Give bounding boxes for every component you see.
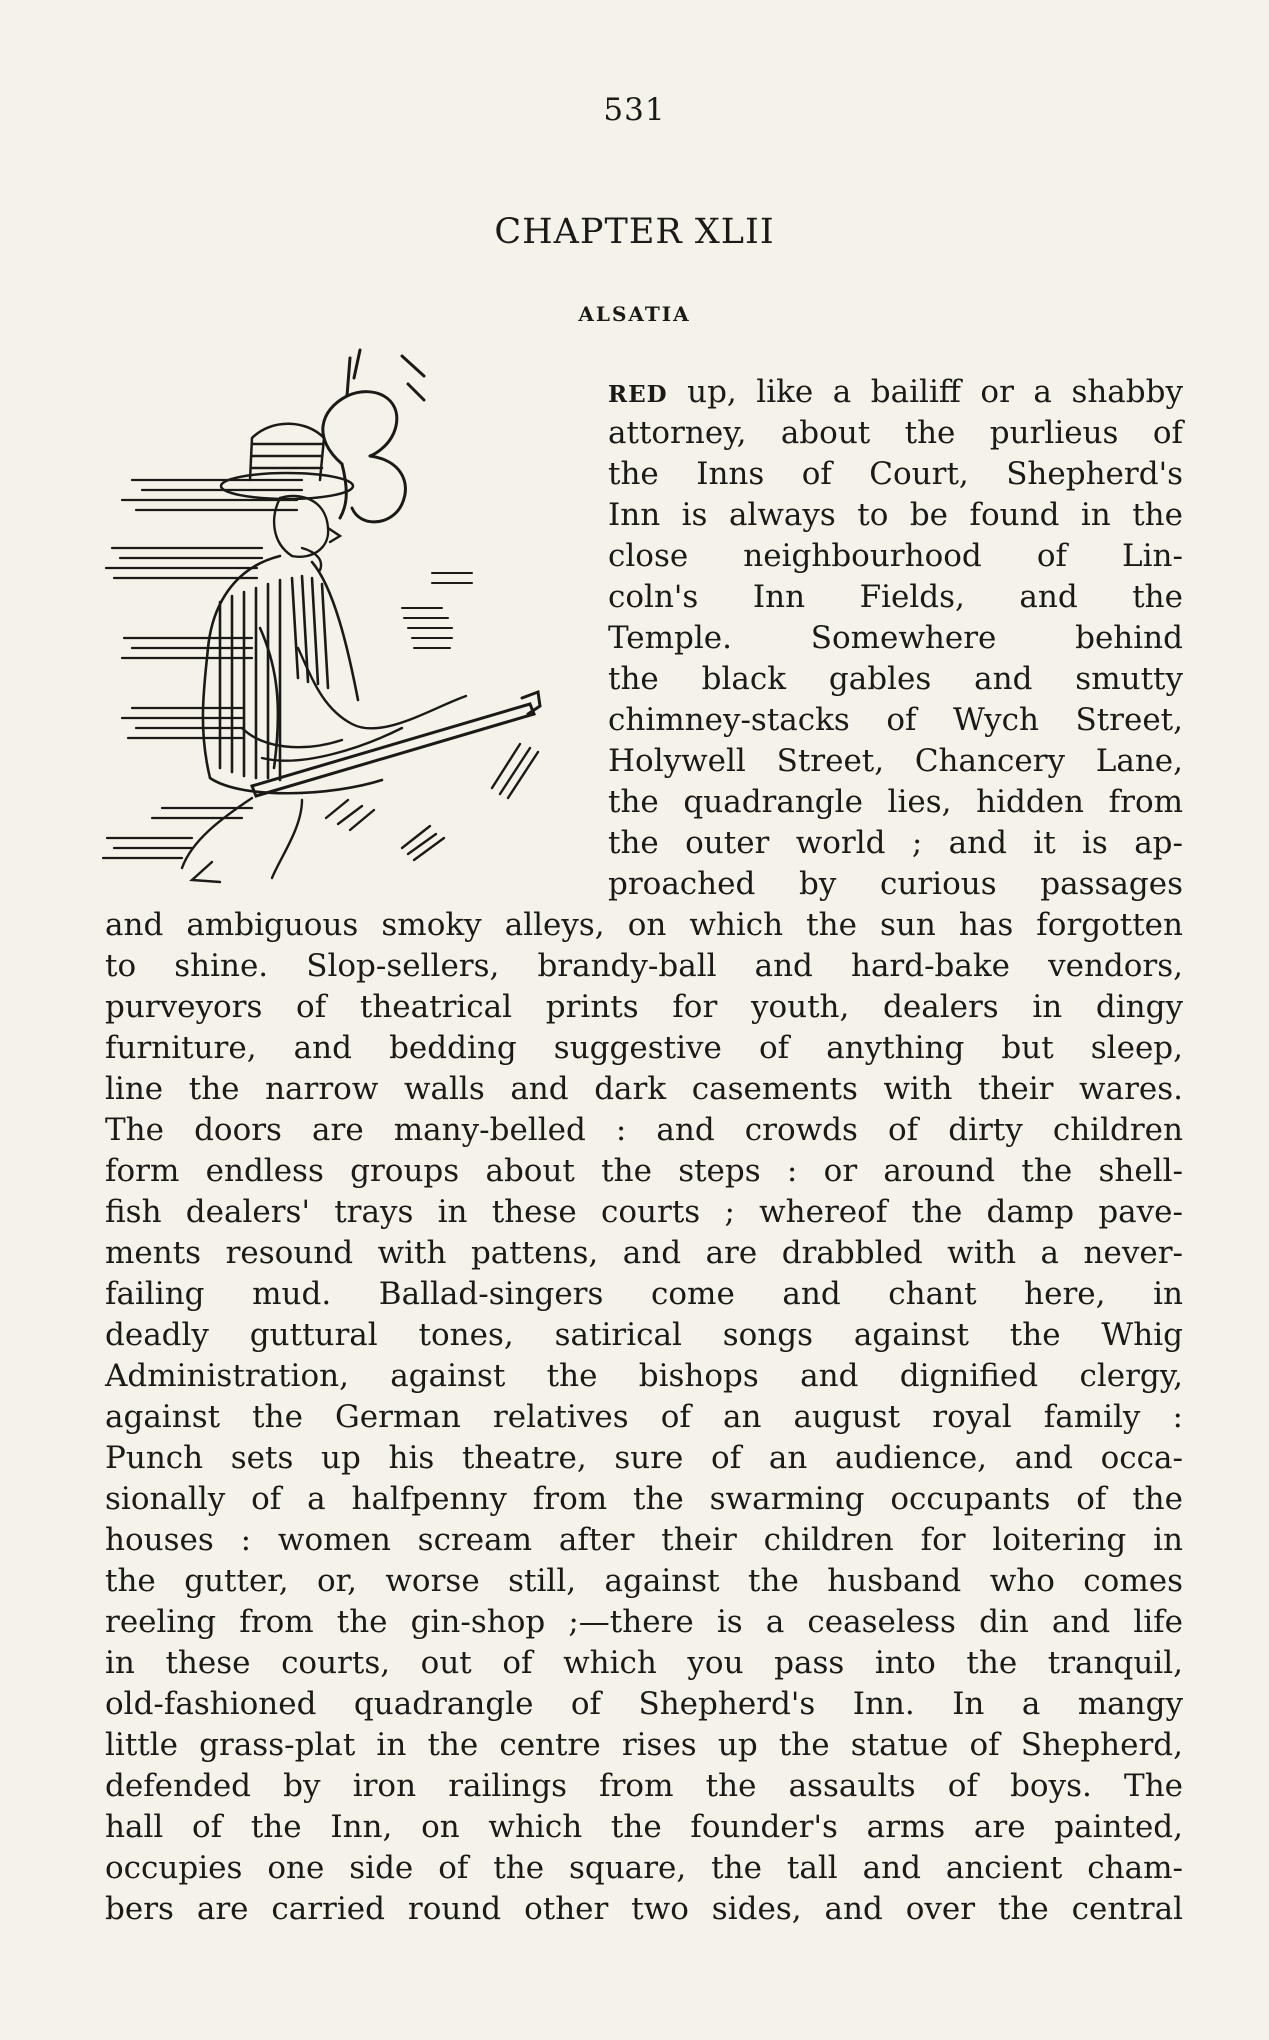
text-line: close neighbourhood of Lin-	[608, 538, 1183, 574]
text-line: the gutter, or, worse still, against the husband who comes	[105, 1563, 1183, 1599]
text-line: furniture, and bedding suggestive of anything but sleep,	[105, 1030, 1183, 1066]
text-line: purveyors of theatrical prints for youth, dealers in dingy	[105, 989, 1183, 1025]
text-line: Temple. Somewhere behind	[608, 620, 1183, 656]
text-line: Punch sets up his theatre, sure of an audience, and occa-	[105, 1440, 1183, 1476]
page-number: 531	[603, 92, 666, 128]
text-line: failing mud. Ballad-singers come and chant here, in	[105, 1276, 1183, 1312]
text-line: Administration, against the bishops and dignified clergy,	[105, 1358, 1183, 1394]
text-line: chimney-stacks of Wych Street,	[608, 702, 1183, 738]
text-line: Holywell Street, Chancery Lane,	[608, 743, 1183, 779]
text-line: the black gables and smutty	[608, 661, 1183, 697]
text-line: Inn is always to be found in the	[608, 497, 1183, 533]
text-line: RED up, like a bailiff or a shabby	[608, 374, 1183, 410]
first-word-caps: RED	[608, 381, 668, 408]
text-line: bers are carried round other two sides, and over the central	[105, 1891, 1183, 1927]
hat	[221, 424, 353, 499]
text-line: houses : women scream after their children for loitering in	[105, 1522, 1183, 1558]
text-line: to shine. Slop-sellers, brandy-ball and hard-bake vendors,	[105, 948, 1183, 984]
text-line: the quadrangle lies, hidden from	[608, 784, 1183, 820]
text-line: ments resound with pattens, and are drabbled with a never-	[105, 1235, 1183, 1271]
text-line: defended by iron railings from the assaults of boys. The	[105, 1768, 1183, 1804]
text-line: in these courts, out of which you pass into the tranquil,	[105, 1645, 1183, 1681]
text-line: hall of the Inn, on which the founder's arms are painted,	[105, 1809, 1183, 1845]
head	[274, 496, 340, 570]
body-text	[105, 905, 1183, 1930]
text-line: proached by curious passages	[608, 866, 1183, 902]
chapter-subtitle: ALSATIA	[578, 302, 691, 326]
text-line: reeling from the gin-shop ;—there is a ceaseless din and life	[105, 1604, 1183, 1640]
text-line: coln's Inn Fields, and the	[608, 579, 1183, 615]
text-line: against the German relatives of an august royal family :	[105, 1399, 1183, 1435]
opening-lines	[608, 372, 1183, 905]
drop-cap-illustration	[102, 348, 578, 904]
coat	[203, 556, 382, 793]
text-line: attorney, about the purlieus of	[608, 415, 1183, 451]
text-line: old-fashioned quadrangle of Shepherd's Inn. In a mangy	[105, 1686, 1183, 1722]
text-line: line the narrow walls and dark casements with their wares.	[105, 1071, 1183, 1107]
chapter-title: CHAPTER XLII	[494, 212, 775, 252]
text-line: the Inns of Court, Shepherd's	[608, 456, 1183, 492]
text-line: little grass-plat in the centre rises up the statue of Shepherd,	[105, 1727, 1183, 1763]
text-line: fish dealers' trays in these courts ; whereof the damp pave-	[105, 1194, 1183, 1230]
speed-lines-right	[402, 573, 472, 648]
text-line: the outer world ; and it is ap-	[608, 825, 1183, 861]
drop-cap-letter-b	[323, 350, 424, 522]
text-line: deadly guttural tones, satirical songs against the Whig	[105, 1317, 1183, 1353]
text-line: form endless groups about the steps : or around the shell-	[105, 1153, 1183, 1189]
text-line: and ambiguous smoky alleys, on which the sun has forgotten	[105, 907, 1183, 943]
text-line: occupies one side of the square, the tall and ancient cham-	[105, 1850, 1183, 1886]
text-line: sionally of a halfpenny from the swarming occupants of the	[105, 1481, 1183, 1517]
text-line: The doors are many-belled : and crowds of dirty children	[105, 1112, 1183, 1148]
